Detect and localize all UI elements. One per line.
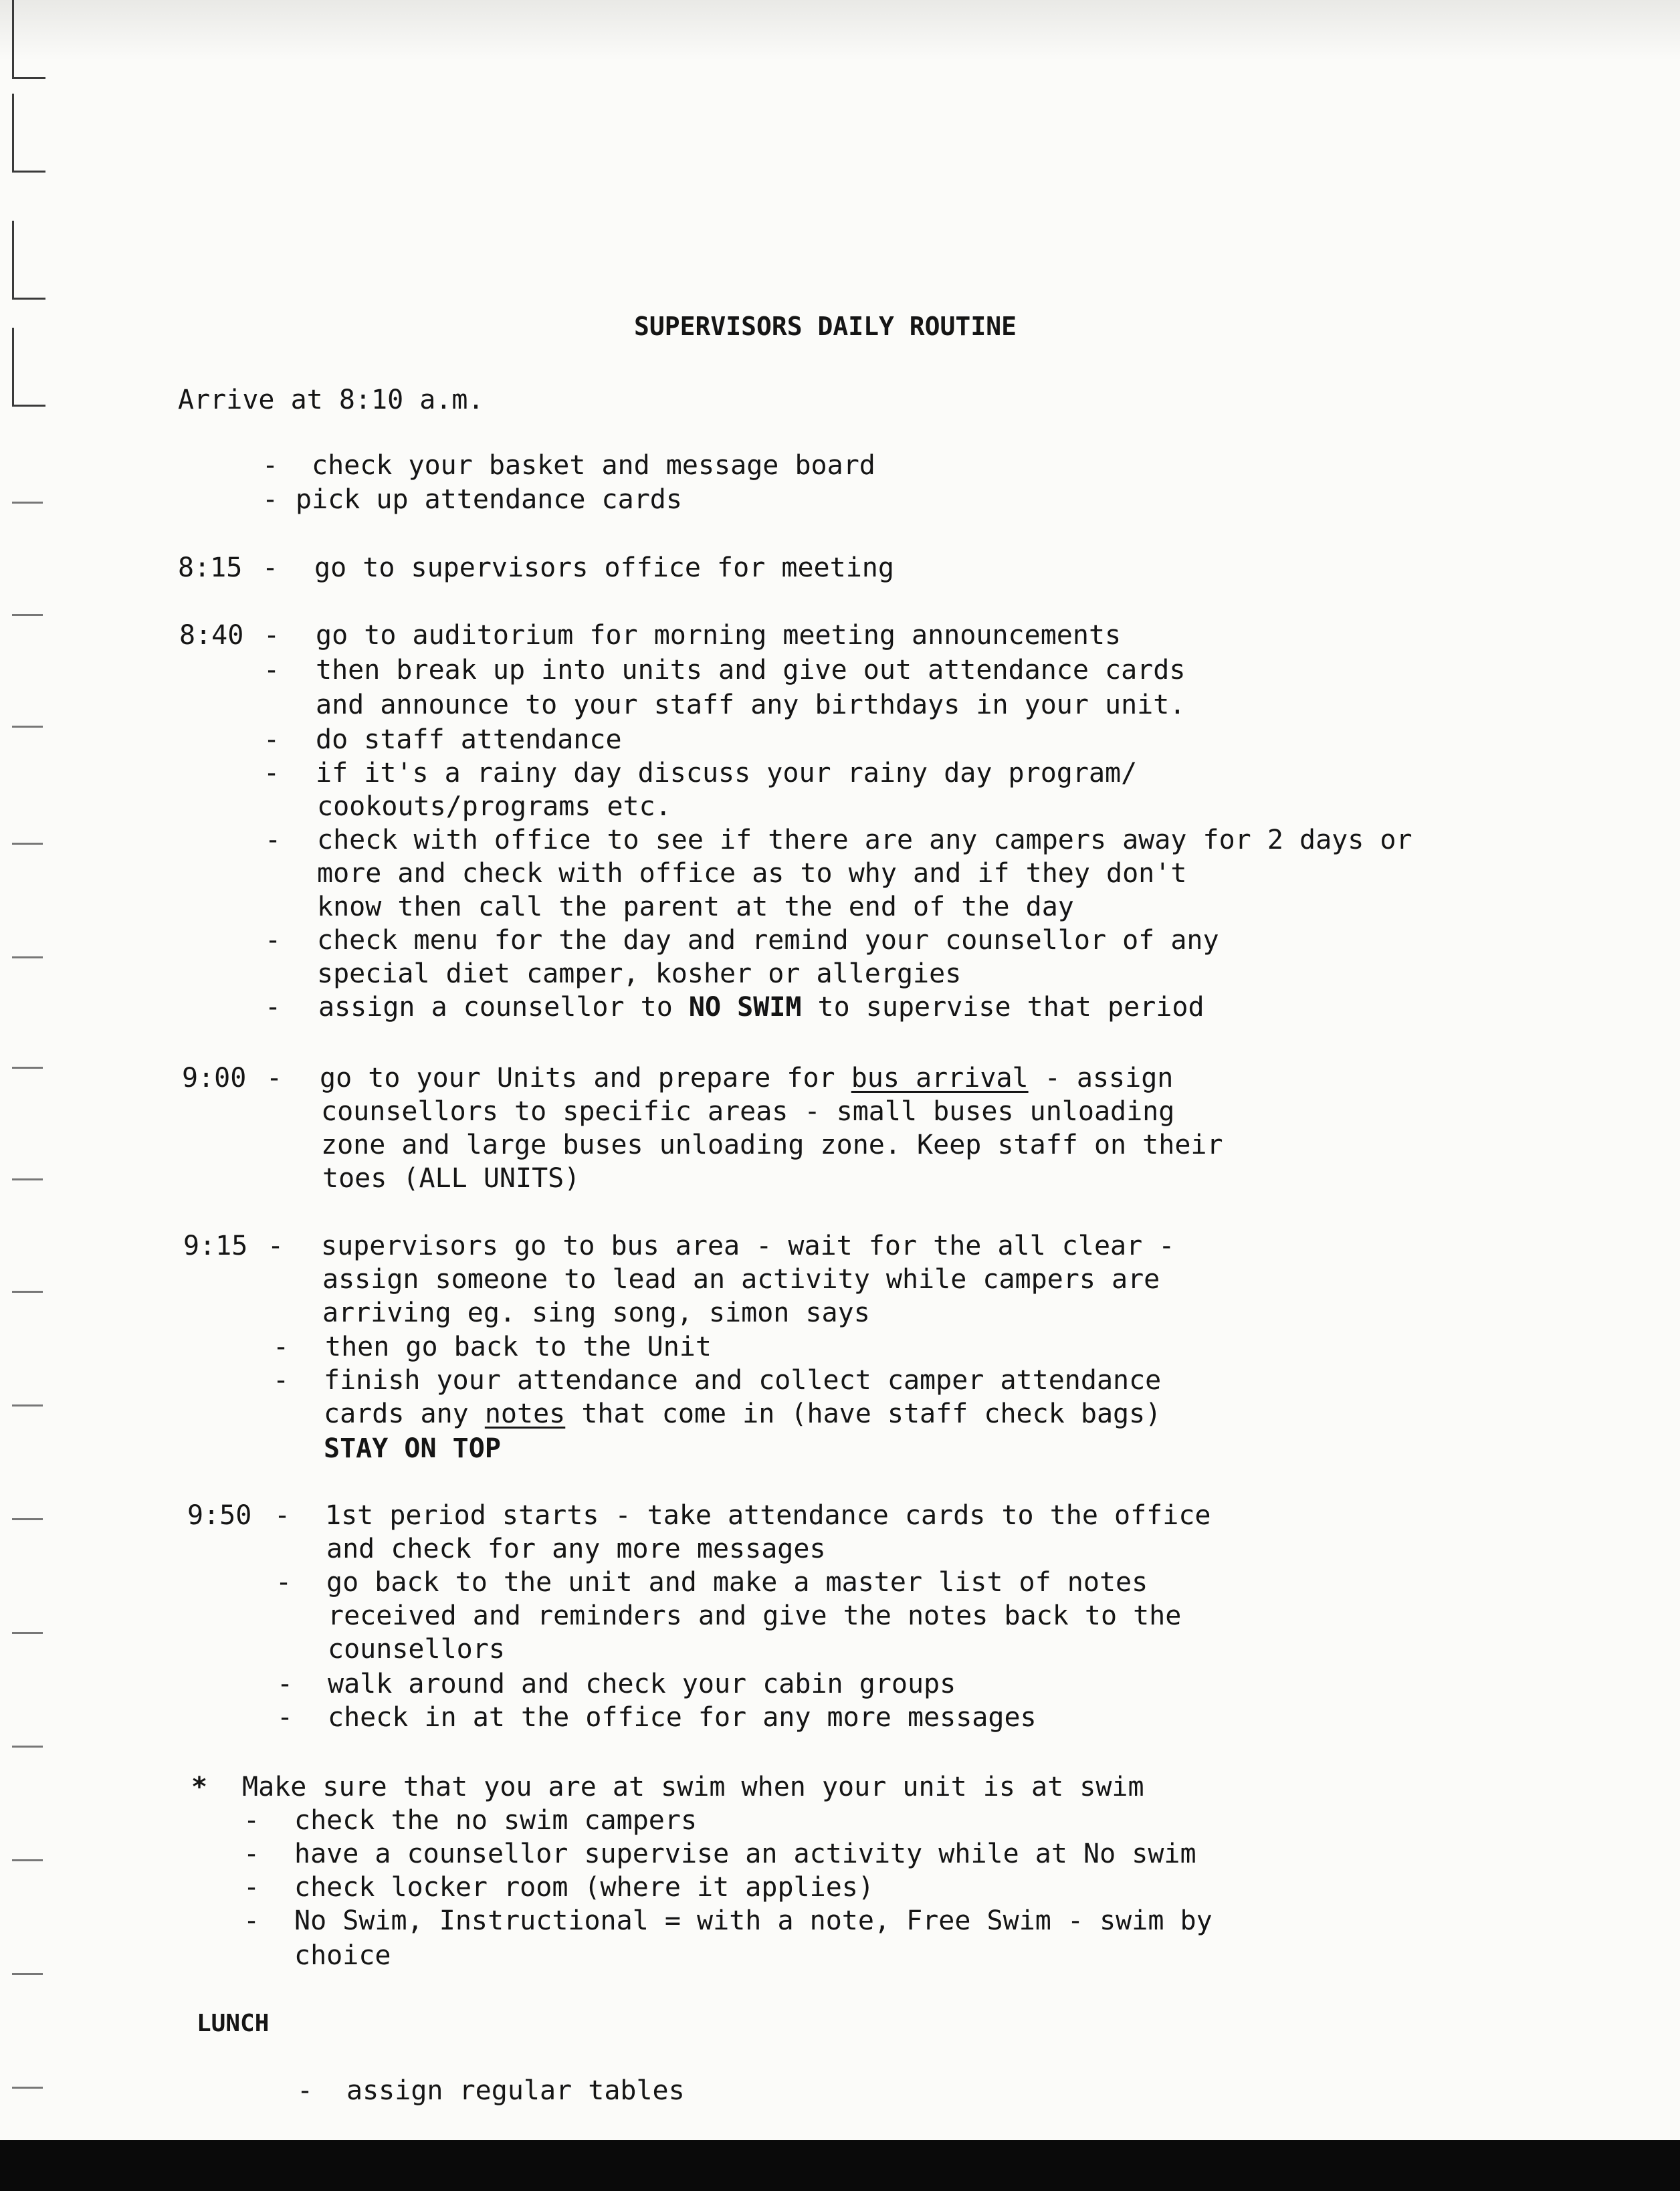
routine-line: go to auditorium for morning meeting announcements <box>316 620 1122 651</box>
dash: - <box>264 620 280 651</box>
dash: - <box>243 1872 260 1903</box>
time-label: 8:40 <box>179 620 244 651</box>
routine-line: check with office to see if there are any campers away for 2 days or <box>317 825 1412 855</box>
routine-line: know then call the parent at the end of the day <box>317 892 1074 922</box>
dash: - <box>273 1332 290 1362</box>
text-segment: assign a counsellor to <box>318 992 689 1023</box>
text-segment: cards any <box>324 1398 485 1429</box>
routine-line: counsellors <box>328 1634 505 1665</box>
routine-line <box>324 1400 1161 1427</box>
binder-mark <box>12 956 43 958</box>
document-title: SUPERVISORS DAILY ROUTINE <box>634 312 1017 341</box>
swim-item: choice <box>294 1940 391 1971</box>
routine-line: then go back to the Unit <box>325 1332 712 1362</box>
dash: - <box>273 1365 290 1396</box>
dash: - <box>264 655 280 686</box>
routine-line: received and reminders and give the notes back to the <box>328 1600 1182 1631</box>
routine-line: finish your attendance and collect camper attendance <box>324 1365 1162 1396</box>
swim-item: No Swim, Instructional = with a note, Free Swim - swim by <box>294 1905 1213 1936</box>
emphasis-no-swim: NO SWIM <box>688 992 802 1023</box>
dash: - <box>262 450 279 481</box>
binder-mark <box>12 1291 43 1293</box>
arrive-item: check your basket and message board <box>312 450 875 481</box>
binder-mark <box>12 1518 43 1520</box>
text-segment: go to your Units and prepare for <box>320 1063 851 1093</box>
dash: - <box>243 1905 260 1936</box>
routine-line: and check for any more messages <box>326 1534 826 1564</box>
swim-heading-line: Make sure that you are at swim when your unit is at swim <box>242 1772 1144 1802</box>
binder-hole <box>12 221 45 300</box>
binder-mark <box>12 1067 43 1069</box>
binder-mark <box>12 1859 43 1861</box>
routine-line <box>318 994 1204 1021</box>
swim-item: have a counsellor supervise an activity while at No swim <box>294 1839 1196 1869</box>
underlined-notes: notes <box>484 1398 566 1429</box>
binder-mark <box>12 726 43 728</box>
routine-line: zone and large buses unloading zone. Keep staff on their <box>321 1130 1223 1160</box>
routine-line: then break up into units and give out attendance cards <box>316 655 1186 686</box>
dash: - <box>268 1231 284 1261</box>
scan-bottom-edge <box>0 2140 1680 2191</box>
binder-mark <box>12 1178 43 1180</box>
binder-edge <box>0 0 47 2191</box>
time-label: 9:15 <box>183 1231 248 1261</box>
binder-mark <box>12 1746 43 1748</box>
dash: - <box>277 1702 294 1733</box>
dash: - <box>243 1839 260 1869</box>
text-segment: to supervise that period <box>801 992 1204 1023</box>
routine-line: 1st period starts - take attendance cards to the office <box>325 1500 1211 1531</box>
routine-line: do staff attendance <box>316 724 622 755</box>
routine-line: more and check with office as to why and if they don't <box>317 858 1187 889</box>
dash: - <box>266 1063 283 1093</box>
underlined-bus-arrival: bus arrival <box>851 1063 1029 1093</box>
binder-hole <box>12 328 45 407</box>
binder-mark <box>12 1632 43 1634</box>
routine-line: special diet camper, kosher or allergies <box>317 958 962 989</box>
routine-line <box>320 1065 1173 1091</box>
emphasis-stay-on-top: STAY ON TOP <box>324 1433 501 1464</box>
dash: - <box>264 758 280 789</box>
binder-hole <box>12 94 45 173</box>
dash: - <box>243 1805 260 1836</box>
routine-line: go to supervisors office for meeting <box>314 552 894 583</box>
routine-line: and announce to your staff any birthdays in your unit. <box>316 690 1186 720</box>
routine-line: check menu for the day and remind your counsellor of any <box>317 925 1219 956</box>
asterisk-bullet: * <box>191 1772 208 1802</box>
time-label: 8:15 <box>178 552 243 583</box>
routine-line: go back to the unit and make a master list of notes <box>326 1567 1148 1598</box>
text-segment: - assign <box>1028 1063 1174 1093</box>
routine-line: cookouts/programs etc. <box>317 791 671 822</box>
binder-mark <box>12 843 43 845</box>
routine-line: counsellors to specific areas - small buses unloading <box>321 1096 1175 1127</box>
swim-item: check locker room (where it applies) <box>294 1872 874 1903</box>
time-label: 9:00 <box>182 1063 247 1093</box>
routine-line: arriving eg. sing song, simon says <box>322 1297 870 1328</box>
lunch-heading: LUNCH <box>197 2010 270 2037</box>
dash: - <box>265 992 282 1023</box>
binder-mark <box>12 1973 43 1975</box>
binder-mark <box>12 502 43 504</box>
binder-hole <box>12 0 45 79</box>
lunch-item: assign regular tables <box>346 2075 685 2106</box>
routine-line: check in at the office for any more messages <box>328 1702 1037 1733</box>
dash: - <box>262 484 279 515</box>
dash: - <box>265 925 282 956</box>
routine-line: if it's a rainy day discuss your rainy day program/ <box>316 758 1138 789</box>
binder-mark <box>12 2087 43 2089</box>
arrive-item: pick up attendance cards <box>296 484 682 515</box>
routine-line: toes (ALL UNITS) <box>322 1163 581 1194</box>
dash: - <box>274 1500 291 1531</box>
dash: - <box>262 552 279 583</box>
scan-shadow <box>0 0 1680 60</box>
arrive-heading: Arrive at 8:10 a.m. <box>178 385 484 415</box>
time-label: 9:50 <box>187 1500 252 1531</box>
routine-line: assign someone to lead an activity while campers are <box>322 1264 1160 1295</box>
dash: - <box>265 825 282 855</box>
dash: - <box>264 724 280 755</box>
text-segment: that come in (have staff check bags) <box>565 1398 1162 1429</box>
binder-mark <box>12 614 43 616</box>
swim-item: check the no swim campers <box>294 1805 698 1836</box>
routine-line: walk around and check your cabin groups <box>328 1669 956 1699</box>
dash: - <box>297 2075 314 2106</box>
routine-line: supervisors go to bus area - wait for the all clear - <box>321 1231 1175 1261</box>
dash: - <box>277 1669 294 1699</box>
binder-mark <box>12 1404 43 1406</box>
dash: - <box>276 1567 292 1598</box>
